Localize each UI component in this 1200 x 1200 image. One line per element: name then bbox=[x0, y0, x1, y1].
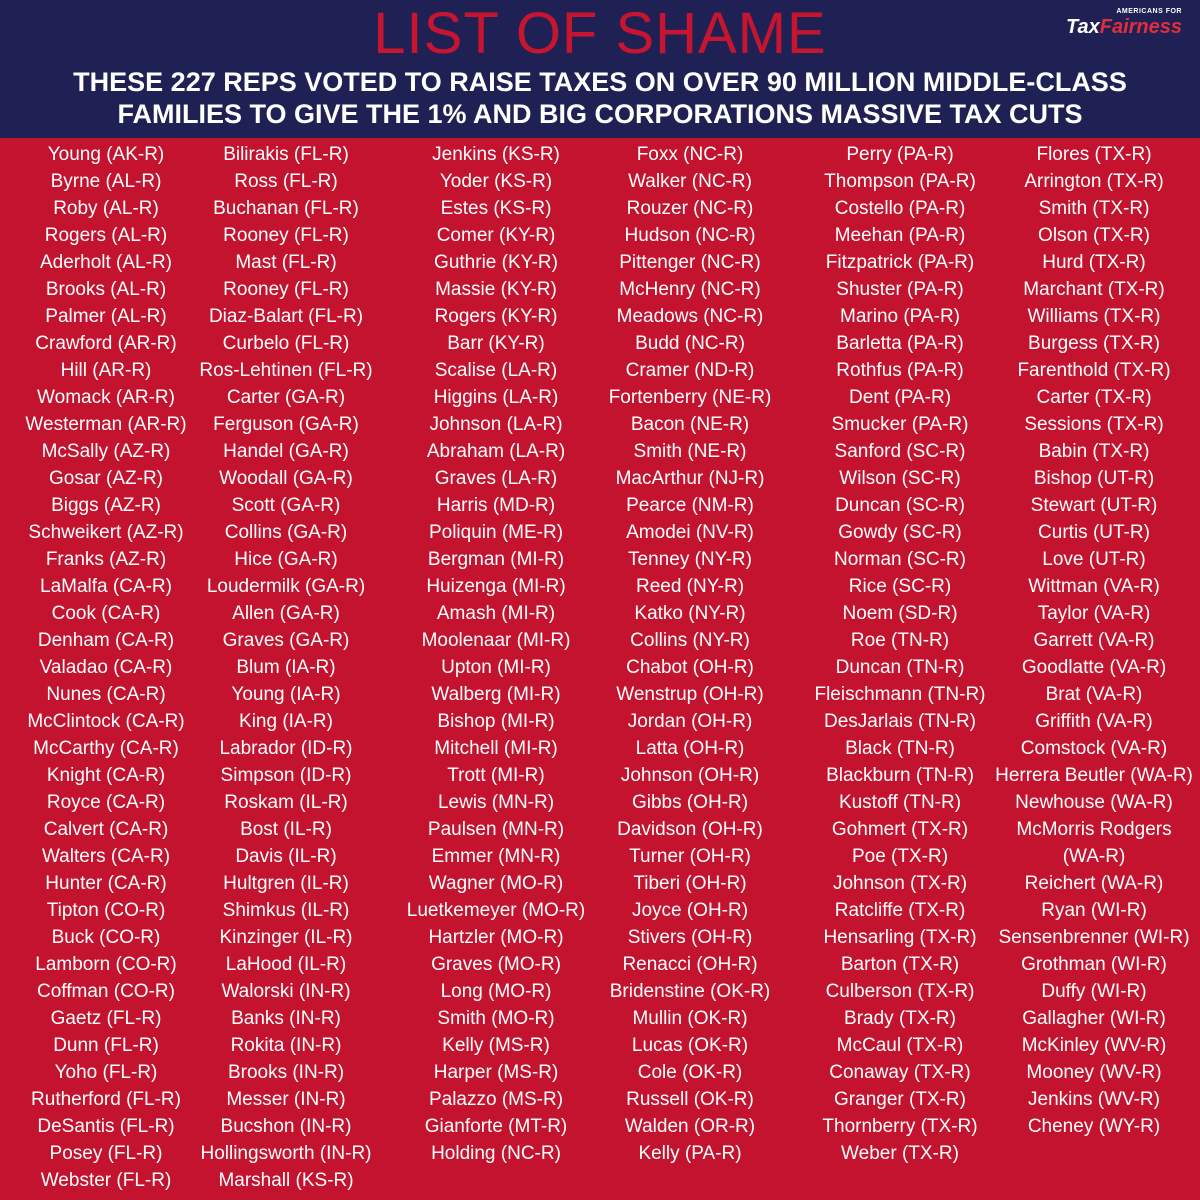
rep-name: Lamborn (CO-R) bbox=[35, 954, 177, 975]
rep-name: Mullin (OK-R) bbox=[632, 1008, 748, 1029]
rep-name: Barr (KY-R) bbox=[447, 333, 545, 354]
rep-name: Marino (PA-R) bbox=[840, 306, 960, 327]
rep-name: McCaul (TX-R) bbox=[836, 1035, 964, 1056]
rep-name: Hollingsworth (IN-R) bbox=[200, 1143, 372, 1164]
rep-name: Wittman (VA-R) bbox=[1028, 576, 1160, 597]
rep-name: Latta (OH-R) bbox=[635, 738, 745, 759]
rep-name: DesJarlais (TN-R) bbox=[824, 711, 976, 732]
rep-name: Graves (MO-R) bbox=[431, 954, 561, 975]
rep-name: Wagner (MO-R) bbox=[428, 873, 564, 894]
rep-name: Burgess (TX-R) bbox=[1028, 333, 1160, 354]
rep-name: Fleischmann (TN-R) bbox=[814, 684, 986, 705]
rep-name: Walters (CA-R) bbox=[41, 846, 171, 867]
column-3 bbox=[396, 141, 596, 1167]
rep-name: Bishop (MI-R) bbox=[437, 711, 555, 732]
rep-name: Rice (SC-R) bbox=[848, 576, 952, 597]
rep-name: Ratcliffe (TX-R) bbox=[834, 900, 966, 921]
rep-name: Williams (TX-R) bbox=[1027, 306, 1161, 327]
rep-name: Jordan (OH-R) bbox=[627, 711, 753, 732]
rep-name: Fitzpatrick (PA-R) bbox=[825, 252, 975, 273]
rep-name: Gowdy (SC-R) bbox=[838, 522, 962, 543]
rep-name: Brooks (IN-R) bbox=[227, 1062, 345, 1083]
rep-name: Westerman (AR-R) bbox=[25, 414, 187, 435]
rep-name: Kustoff (TN-R) bbox=[838, 792, 962, 813]
rep-name: Bucshon (IN-R) bbox=[220, 1116, 352, 1137]
rep-name: Yoho (FL-R) bbox=[54, 1062, 158, 1083]
rep-name: Roskam (IL-R) bbox=[224, 792, 348, 813]
rep-name: Rogers (KY-R) bbox=[434, 306, 558, 327]
rep-name: Griffith (VA-R) bbox=[1035, 711, 1153, 732]
rep-name: Marchant (TX-R) bbox=[1023, 279, 1165, 300]
rep-name: Buck (CO-R) bbox=[51, 927, 161, 948]
logo-tagline: AMERICANS FOR bbox=[1116, 8, 1182, 15]
rep-name: Garrett (VA-R) bbox=[1033, 630, 1155, 651]
page-subtitle bbox=[30, 66, 1170, 130]
rep-name: Curbelo (FL-R) bbox=[222, 333, 350, 354]
rep-name: Johnson (LA-R) bbox=[429, 414, 563, 435]
rep-name: Bishop (UT-R) bbox=[1033, 468, 1155, 489]
rep-name: Estes (KS-R) bbox=[440, 198, 552, 219]
rep-name: Herrera Beutler (WA-R) bbox=[995, 765, 1193, 786]
rep-name: Gibbs (OH-R) bbox=[631, 792, 749, 813]
rep-name: Smith (NE-R) bbox=[633, 441, 747, 462]
rep-name: Pearce (NM-R) bbox=[626, 495, 754, 516]
rep-name: Newhouse (WA-R) bbox=[1015, 792, 1173, 813]
rep-name: Hultgren (IL-R) bbox=[223, 873, 349, 894]
rep-name: Yoder (KS-R) bbox=[439, 171, 553, 192]
rep-name: Reichert (WA-R) bbox=[1024, 873, 1164, 894]
logo-fairness-text: Fairness bbox=[1099, 16, 1182, 38]
rep-name: Amodei (NV-R) bbox=[626, 522, 754, 543]
rep-name: Gaetz (FL-R) bbox=[50, 1008, 162, 1029]
header-banner bbox=[0, 0, 1200, 138]
rep-name: DeSantis (FL-R) bbox=[37, 1116, 175, 1137]
rep-name: Turner (OH-R) bbox=[629, 846, 751, 867]
rep-name: Handel (GA-R) bbox=[223, 441, 349, 462]
rep-name: Thornberry (TX-R) bbox=[822, 1116, 978, 1137]
rep-name: Crawford (AR-R) bbox=[35, 333, 177, 354]
rep-name: Womack (AR-R) bbox=[37, 387, 175, 408]
rep-name: Shimkus (IL-R) bbox=[222, 900, 350, 921]
rep-name: Lucas (OK-R) bbox=[631, 1035, 749, 1056]
rep-name: McSally (AZ-R) bbox=[41, 441, 171, 462]
rep-name: Graves (LA-R) bbox=[434, 468, 558, 489]
rep-name: Chabot (OH-R) bbox=[626, 657, 754, 678]
rep-name: Duncan (SC-R) bbox=[835, 495, 965, 516]
rep-name: Cheney (WY-R) bbox=[1027, 1116, 1161, 1137]
column-6 bbox=[994, 141, 1194, 1140]
rep-name: Harper (MS-R) bbox=[433, 1062, 559, 1083]
rep-name: Holding (NC-R) bbox=[431, 1143, 561, 1164]
rep-name: Ferguson (GA-R) bbox=[213, 414, 359, 435]
rep-name: Brooks (AL-R) bbox=[45, 279, 167, 300]
rep-name: Rutherford (FL-R) bbox=[31, 1089, 181, 1110]
rep-name: Amash (MI-R) bbox=[436, 603, 556, 624]
rep-name: Grothman (WI-R) bbox=[1021, 954, 1167, 975]
rep-name: Royce (CA-R) bbox=[46, 792, 166, 813]
rep-name: Black (TN-R) bbox=[845, 738, 955, 759]
rep-name: Scalise (LA-R) bbox=[434, 360, 558, 381]
rep-name: Cole (OK-R) bbox=[637, 1062, 743, 1083]
rep-name: Webster (FL-R) bbox=[40, 1170, 172, 1191]
rep-name: Weber (TX-R) bbox=[841, 1143, 959, 1164]
rep-name: Bacon (NE-R) bbox=[630, 414, 750, 435]
rep-name: Perry (PA-R) bbox=[846, 144, 954, 165]
rep-name: Hice (GA-R) bbox=[234, 549, 338, 570]
rep-name: Duncan (TN-R) bbox=[835, 657, 965, 678]
rep-name: McKinley (WV-R) bbox=[1021, 1035, 1167, 1056]
rep-name: Jenkins (WV-R) bbox=[1028, 1089, 1160, 1110]
rep-name: Wenstrup (OH-R) bbox=[616, 684, 764, 705]
rep-name: Dent (PA-R) bbox=[848, 387, 952, 408]
rep-name: Love (UT-R) bbox=[1042, 549, 1146, 570]
rep-name: Bridenstine (OK-R) bbox=[609, 981, 771, 1002]
rep-name: Biggs (AZ-R) bbox=[51, 495, 161, 516]
rep-name: Sensenbrenner (WI-R) bbox=[998, 927, 1190, 948]
rep-name: Bergman (MI-R) bbox=[427, 549, 565, 570]
rep-name: Katko (NY-R) bbox=[634, 603, 746, 624]
rep-name: Poliquin (ME-R) bbox=[428, 522, 564, 543]
rep-name: Collins (GA-R) bbox=[224, 522, 348, 543]
subtitle-line-1: THESE 227 REPS VOTED TO RAISE TAXES ON OVER 90 MILLION MIDDLE-CLASS bbox=[73, 67, 1127, 97]
rep-name: Russell (OK-R) bbox=[626, 1089, 754, 1110]
rep-name: Walden (OR-R) bbox=[624, 1116, 756, 1137]
rep-name: Posey (FL-R) bbox=[49, 1143, 163, 1164]
rep-name: Luetkemeyer (MO-R) bbox=[406, 900, 586, 921]
rep-name: Brady (TX-R) bbox=[844, 1008, 956, 1029]
rep-name: Johnson (TX-R) bbox=[832, 873, 968, 894]
rep-name: Hartzler (MO-R) bbox=[428, 927, 564, 948]
column-1 bbox=[6, 141, 206, 1194]
rep-name: Gohmert (TX-R) bbox=[831, 819, 969, 840]
rep-name: Byrne (AL-R) bbox=[50, 171, 162, 192]
column-5 bbox=[800, 141, 1000, 1167]
rep-name: LaMalfa (CA-R) bbox=[40, 576, 172, 597]
rep-name: Roby (AL-R) bbox=[53, 198, 159, 219]
rep-name: Babin (TX-R) bbox=[1038, 441, 1150, 462]
logo-tax-text: Tax bbox=[1066, 16, 1100, 38]
rep-name: Trott (MI-R) bbox=[447, 765, 545, 786]
rep-name: Johnson (OH-R) bbox=[620, 765, 760, 786]
rep-name: Hudson (NC-R) bbox=[624, 225, 756, 246]
rep-name: Loudermilk (GA-R) bbox=[206, 576, 366, 597]
rep-name: Sanford (SC-R) bbox=[834, 441, 966, 462]
rep-name: MacArthur (NJ-R) bbox=[615, 468, 765, 489]
rep-name: Franks (AZ-R) bbox=[45, 549, 167, 570]
rep-name: Aderholt (AL-R) bbox=[40, 252, 172, 273]
rep-name: Stewart (UT-R) bbox=[1030, 495, 1158, 516]
rep-name: Labrador (ID-R) bbox=[219, 738, 353, 759]
rep-name: Diaz-Balart (FL-R) bbox=[208, 306, 364, 327]
rep-name: Emmer (MN-R) bbox=[431, 846, 561, 867]
rep-name: Smith (TX-R) bbox=[1038, 198, 1150, 219]
rep-name: Scott (GA-R) bbox=[231, 495, 341, 516]
rep-name: Knight (CA-R) bbox=[46, 765, 166, 786]
rep-name: McMorris Rodgers (WA-R) bbox=[1016, 819, 1172, 867]
rep-name: Taylor (VA-R) bbox=[1037, 603, 1151, 624]
rep-name: Collins (NY-R) bbox=[630, 630, 750, 651]
rep-name: Flores (TX-R) bbox=[1036, 144, 1152, 165]
rep-name: Walberg (MI-R) bbox=[431, 684, 561, 705]
rep-name: Stivers (OH-R) bbox=[627, 927, 753, 948]
rep-name: Walker (NC-R) bbox=[628, 171, 752, 192]
rep-name: Simpson (ID-R) bbox=[220, 765, 352, 786]
rep-name: Conaway (TX-R) bbox=[829, 1062, 971, 1083]
rep-name: Gosar (AZ-R) bbox=[49, 468, 163, 489]
rep-name: Hurd (TX-R) bbox=[1042, 252, 1146, 273]
rep-name: Bost (IL-R) bbox=[240, 819, 332, 840]
rep-name: Banks (IN-R) bbox=[231, 1008, 341, 1029]
americans-for-tax-fairness-logo bbox=[1032, 8, 1182, 38]
rep-name: Woodall (GA-R) bbox=[219, 468, 353, 489]
rep-name: Graves (GA-R) bbox=[222, 630, 350, 651]
rep-name: McClintock (CA-R) bbox=[27, 711, 185, 732]
rep-name: Farenthold (TX-R) bbox=[1017, 360, 1171, 381]
rep-name: Noem (SD-R) bbox=[842, 603, 958, 624]
rep-name: Budd (NC-R) bbox=[635, 333, 745, 354]
rep-name: Denham (CA-R) bbox=[37, 630, 175, 651]
rep-name: Goodlatte (VA-R) bbox=[1021, 657, 1167, 678]
rep-name: Marshall (KS-R) bbox=[218, 1170, 354, 1191]
rep-name: Davidson (OH-R) bbox=[617, 819, 763, 840]
rep-name: Higgins (LA-R) bbox=[433, 387, 559, 408]
rep-name: Granger (TX-R) bbox=[834, 1089, 966, 1110]
rep-name: Kelly (MS-R) bbox=[442, 1035, 550, 1056]
rep-name: Thompson (PA-R) bbox=[824, 171, 976, 192]
rep-name: Messer (IN-R) bbox=[226, 1089, 346, 1110]
rep-name: Ros-Lehtinen (FL-R) bbox=[199, 360, 373, 381]
rep-name: Hensarling (TX-R) bbox=[823, 927, 977, 948]
rep-name: Palmer (AL-R) bbox=[45, 306, 167, 327]
rep-name: Huizenga (MI-R) bbox=[426, 576, 566, 597]
rep-name: Lewis (MN-R) bbox=[437, 792, 555, 813]
rep-name: Rothfus (PA-R) bbox=[836, 360, 964, 381]
rep-name: Ryan (WI-R) bbox=[1041, 900, 1147, 921]
rep-name: Long (MO-R) bbox=[440, 981, 552, 1002]
rep-name: Calvert (CA-R) bbox=[43, 819, 169, 840]
rep-name: Curtis (UT-R) bbox=[1038, 522, 1150, 543]
rep-name: Arrington (TX-R) bbox=[1024, 171, 1164, 192]
rep-name: Blackburn (TN-R) bbox=[826, 765, 974, 786]
representatives-list bbox=[0, 138, 1200, 1200]
rep-name: Kinzinger (IL-R) bbox=[219, 927, 353, 948]
rep-name: Mooney (WV-R) bbox=[1026, 1062, 1162, 1083]
rep-name: Dunn (FL-R) bbox=[53, 1035, 159, 1056]
rep-name: Meehan (PA-R) bbox=[834, 225, 966, 246]
rep-name: Blum (IA-R) bbox=[236, 657, 336, 678]
column-2 bbox=[186, 141, 386, 1194]
rep-name: Kelly (PA-R) bbox=[638, 1143, 742, 1164]
rep-name: Carter (TX-R) bbox=[1036, 387, 1152, 408]
rep-name: Jenkins (KS-R) bbox=[432, 144, 560, 165]
rep-name: Gallagher (WI-R) bbox=[1022, 1008, 1166, 1029]
rep-name: Schweikert (AZ-R) bbox=[28, 522, 184, 543]
rep-name: Hill (AR-R) bbox=[60, 360, 152, 381]
subtitle-line-2: FAMILIES TO GIVE THE 1% AND BIG CORPORATIONS MASSIVE TAX CUTS bbox=[117, 99, 1083, 129]
page-title: LIST OF SHAME bbox=[373, 1, 827, 66]
rep-name: Poe (TX-R) bbox=[851, 846, 949, 867]
rep-name: Ross (FL-R) bbox=[234, 171, 338, 192]
rep-name: Massie (KY-R) bbox=[435, 279, 557, 300]
rep-name: Shuster (PA-R) bbox=[836, 279, 964, 300]
rep-name: Wilson (SC-R) bbox=[839, 468, 961, 489]
rep-name: McHenry (NC-R) bbox=[619, 279, 761, 300]
rep-name: Barletta (PA-R) bbox=[836, 333, 964, 354]
rep-name: King (IA-R) bbox=[239, 711, 333, 732]
rep-name: Abraham (LA-R) bbox=[426, 441, 566, 462]
rep-name: Fortenberry (NE-R) bbox=[608, 387, 772, 408]
rep-name: Barton (TX-R) bbox=[840, 954, 960, 975]
rep-name: LaHood (IL-R) bbox=[225, 954, 347, 975]
rep-name: Upton (MI-R) bbox=[441, 657, 551, 678]
rep-name: Roe (TN-R) bbox=[850, 630, 950, 651]
rep-name: Costello (PA-R) bbox=[834, 198, 966, 219]
rep-name: Mast (FL-R) bbox=[235, 252, 337, 273]
rep-name: Guthrie (KY-R) bbox=[434, 252, 558, 273]
rep-name: Tipton (CO-R) bbox=[46, 900, 166, 921]
rep-name: Valadao (CA-R) bbox=[39, 657, 173, 678]
rep-name: Joyce (OH-R) bbox=[631, 900, 749, 921]
rep-name: Coffman (CO-R) bbox=[37, 981, 175, 1002]
rep-name: Moolenaar (MI-R) bbox=[421, 630, 571, 651]
rep-name: Brat (VA-R) bbox=[1045, 684, 1143, 705]
rep-name: Mitchell (MI-R) bbox=[434, 738, 558, 759]
rep-name: Norman (SC-R) bbox=[834, 549, 966, 570]
rep-name: Cramer (ND-R) bbox=[625, 360, 755, 381]
rep-name: Carter (GA-R) bbox=[226, 387, 346, 408]
rep-name: Young (AK-R) bbox=[47, 144, 165, 165]
rep-name: Davis (IL-R) bbox=[235, 846, 337, 867]
rep-name: Rogers (AL-R) bbox=[44, 225, 168, 246]
rep-name: Hunter (CA-R) bbox=[45, 873, 167, 894]
rep-name: Palazzo (MS-R) bbox=[428, 1089, 564, 1110]
rep-name: Reed (NY-R) bbox=[635, 576, 745, 597]
rep-name: Rokita (IN-R) bbox=[230, 1035, 342, 1056]
rep-name: Sessions (TX-R) bbox=[1024, 414, 1164, 435]
rep-name: Young (IA-R) bbox=[231, 684, 341, 705]
rep-name: Duffy (WI-R) bbox=[1041, 981, 1147, 1002]
rep-name: Rouzer (NC-R) bbox=[626, 198, 754, 219]
rep-name: Harris (MD-R) bbox=[436, 495, 556, 516]
rep-name: Gianforte (MT-R) bbox=[424, 1116, 568, 1137]
rep-name: Nunes (CA-R) bbox=[46, 684, 166, 705]
rep-name: Renacci (OH-R) bbox=[622, 954, 758, 975]
rep-name: McCarthy (CA-R) bbox=[33, 738, 179, 759]
logo-wordmark bbox=[1032, 16, 1182, 38]
rep-name: Comstock (VA-R) bbox=[1020, 738, 1168, 759]
rep-name: Olson (TX-R) bbox=[1038, 225, 1150, 246]
rep-name: Tenney (NY-R) bbox=[628, 549, 752, 570]
rep-name: Cook (CA-R) bbox=[51, 603, 161, 624]
rep-name: Culberson (TX-R) bbox=[825, 981, 975, 1002]
rep-name: Paulsen (MN-R) bbox=[427, 819, 565, 840]
column-4 bbox=[590, 141, 790, 1167]
rep-name: Comer (KY-R) bbox=[436, 225, 556, 246]
rep-name: Meadows (NC-R) bbox=[616, 306, 764, 327]
rep-name: Walorski (IN-R) bbox=[221, 981, 351, 1002]
rep-name: Tiberi (OH-R) bbox=[633, 873, 747, 894]
rep-name: Rooney (FL-R) bbox=[223, 225, 349, 246]
rep-name: Pittenger (NC-R) bbox=[619, 252, 761, 273]
rep-name: Rooney (FL-R) bbox=[223, 279, 349, 300]
rep-name: Buchanan (FL-R) bbox=[213, 198, 359, 219]
rep-name: Smith (MO-R) bbox=[437, 1008, 555, 1029]
rep-name: Allen (GA-R) bbox=[232, 603, 340, 624]
rep-name: Foxx (NC-R) bbox=[636, 144, 744, 165]
rep-name: Bilirakis (FL-R) bbox=[223, 144, 349, 165]
rep-name: Smucker (PA-R) bbox=[831, 414, 969, 435]
